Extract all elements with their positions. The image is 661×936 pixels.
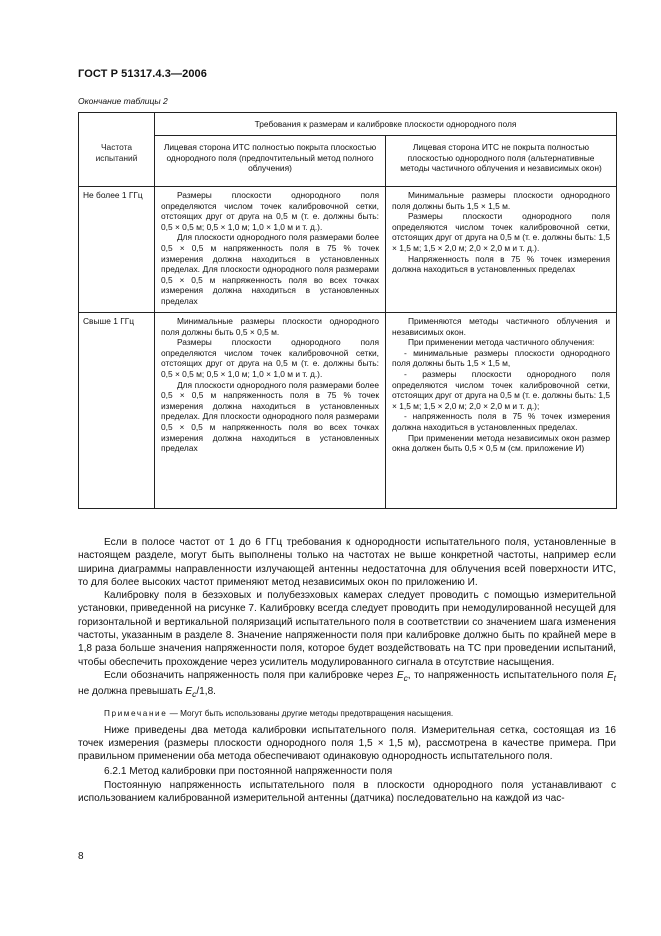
row-partial-cell bbox=[386, 187, 617, 313]
cell-paragraph: Размеры плоскости однородного поля определяются числом точек калибровочной сетки, отстоящих друг от друга на 0,5 м (т. е. должны быть: 0,5 × 0,5 м; 0,5 × 1,0 м; 1,0 × 1,0 м и т. д.). bbox=[161, 190, 379, 232]
body-text bbox=[78, 536, 616, 805]
cell-paragraph: При применении метода независимых окон размер окна должен быть 0,5 × 0,5 м (см. приложение И) bbox=[392, 432, 611, 454]
row-frequency: Свыше 1 ГГц bbox=[79, 313, 155, 509]
cell-paragraph: Размеры плоскости однородного поля определяются числом точек калибровочной сетки, отстоящих друг от друга на 0,5 м (т. е. должны быть: 1,5 × 1,5 м; 1,5 × 2,0 м; 2,0 × 2,0 м и т. д.). bbox=[392, 211, 611, 253]
cell-paragraph: Напряженность поля в 75 % точек измерения должна находиться в установленных пределах bbox=[392, 253, 611, 275]
cell-paragraph: Для плоскости однородного поля размерами более 0,5 × 0,5 м напряженность поля в 75 % точек измерения должна находиться в установленных пределах. Для плоскости однородного поля размерами 0,5 × 0,5 м напряженность поля во всех точках измерения должна находиться в установленных пределах bbox=[161, 232, 379, 306]
requirements-table bbox=[78, 112, 617, 509]
cell-paragraph: Применяются методы частичного облучения и независимых окон. bbox=[392, 316, 611, 337]
note-label: Примечание bbox=[104, 708, 168, 718]
header-requirements: Требования к размерам и калибровке плоскости однородного поля bbox=[155, 113, 617, 136]
cell-paragraph: Минимальные размеры плоскости однородного поля должны быть 0,5 × 0,5 м. bbox=[161, 316, 379, 337]
header-full-coverage: Лицевая сторона ИТС полностью покрыта плоскостью однородного поля (предпочтительный метод полного облучения) bbox=[155, 136, 386, 187]
symbol-ec: $E_c$ bbox=[185, 686, 197, 700]
row-full-cell bbox=[155, 187, 386, 313]
table-row bbox=[79, 313, 617, 509]
section-heading: 6.2.1 Метод калибровки при постоянной напряженности поля bbox=[104, 766, 393, 778]
symbol-ec: $E_c$ bbox=[396, 669, 408, 683]
header-partial-coverage: Лицевая сторона ИТС не покрыта полностью плоскостью однородного поля (альтернативные методы частичного облучения и независимых окон) bbox=[386, 136, 617, 187]
row-frequency: Не более 1 ГГц bbox=[79, 187, 155, 313]
paragraph: Калибровку поля в безэховых и полубезэховых камерах следует проводить с помощью измерительной установки, приведенной на рисунке 7. Калибровку всегда следует проводить при немодулированной несущей для горизонтальной и вертикальной поляризаций испытательного поля в соответствии со значением шага изменения частоты, указанным в разделе 8. Значение напряженности поля при калибровке должно быть по крайней мере в 1,8 раза больше значения напряженности поля, которое будет воздействовать на ТС при проведении испытаний, чтобы обеспечить прохождение через усилитель модулированного сигнала в отсутствие насыщения. bbox=[78, 590, 616, 668]
page-number: 8 bbox=[78, 851, 84, 862]
table-caption: Окончание таблицы 2 bbox=[78, 96, 168, 106]
symbol-et: $E_t$ bbox=[606, 669, 617, 683]
cell-paragraph: Минимальные размеры плоскости однородного поля должны быть 1,5 × 1,5 м. bbox=[392, 190, 611, 211]
document-header: ГОСТ Р 51317.4.3—2006 bbox=[78, 68, 207, 80]
cell-list-item: - напряженность поля в 75 % точек измерения должна находиться в установленных пределах. bbox=[392, 411, 611, 432]
cell-list-item: - минимальные размеры плоскости однородного поля должны быть 1,5 × 1,5 м, bbox=[392, 347, 611, 369]
note bbox=[78, 708, 616, 720]
paragraph: Ниже приведены два метода калибровки испытательного поля. Измерительная сетка, состоящая из 16 точек измерения (размеры плоскости однородного поля 1,5 × 1,5 м), рассмотрена в качестве примера. При правильном применении оба метода обеспечивают одинаковую однородность испытательного поля. bbox=[78, 724, 616, 763]
table-row bbox=[79, 187, 617, 313]
cell-paragraph: Для плоскости однородного поля размерами более 0,5 × 0,5 м напряженность поля в 75 % точек измерения должна находиться в установленных пределах. Для плоскости однородного поля размерами 0,5 × 0,5 м напряженность поля во всех точках измерения должна находиться в установленных пределах bbox=[161, 379, 379, 454]
row-partial-cell bbox=[386, 313, 617, 509]
paragraph: Если в полосе частот от 1 до 6 ГГц требования к однородности испытательного поля, установленные в настоящем разделе, могут быть выполнены только на частотах не выше конкретной частоты, например если ширина диаграммы направленности излучающей антенны недостаточна для облучения всей поверхности ИТС, то для более высоких частот применяют метод независимых окон по приложению И. bbox=[78, 537, 616, 588]
paragraph: Постоянную напряженность испытательного поля в плоскости однородного поля устанавливают с использованием калиброванной измерительной антенны (датчика) последовательно на каждой из час- bbox=[78, 779, 616, 805]
note-text: — Могут быть использованы другие методы предотвращения насыщения. bbox=[167, 708, 454, 718]
paragraph-formula: Если обозначить напряженность поля при калибровке через $E_c$, то напряженность испытательного поля $E_t$ не должна превышать $E_c/1,8$. bbox=[78, 669, 617, 700]
cell-paragraph: Размеры плоскости однородного поля определяются числом точек калибровочной сетки, отстоящих друг от друга на 0,5 м (т. е. должны быть: 0,5 × 0,5 м; 0,5 × 1,0 м; 1,0 × 1,0 м и т. д.). bbox=[161, 337, 379, 379]
cell-paragraph: При применении метода частичного облучения: bbox=[408, 337, 595, 348]
row-full-cell bbox=[155, 313, 386, 509]
cell-list-item: - размеры плоскости однородного поля определяются числом точек калибровочной сетки, отстоящих друг от друга на 0,5 м (т. е. должны быть: 1,5 × 1,5 м; 1,5 × 2,0 м; 2,0 × 2,0 м и т. д.); bbox=[392, 368, 611, 411]
header-frequency: Частота испытаний bbox=[79, 113, 155, 187]
